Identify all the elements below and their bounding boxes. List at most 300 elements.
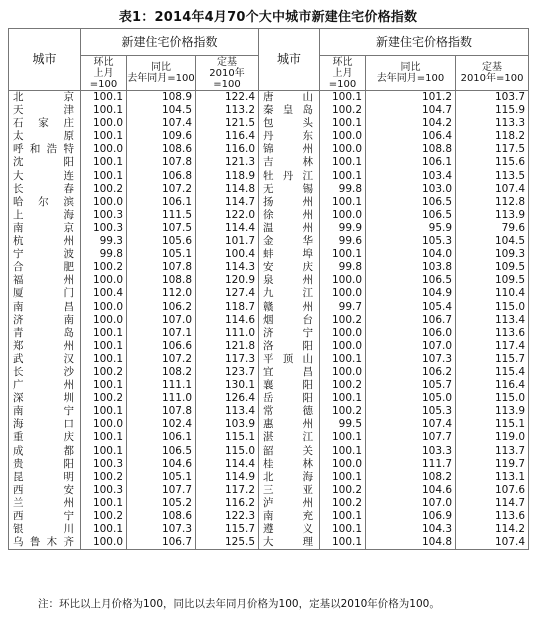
yoy-cell: 105.3 bbox=[366, 405, 456, 418]
footnote: 注：环比以上月价格为100，同比以去年同月价格为100，定基以2010年价格为100。 bbox=[38, 598, 440, 610]
mom-cell: 100.2 bbox=[320, 484, 366, 497]
city-cell: 岳阳 bbox=[259, 392, 320, 405]
yoy-cell: 104.6 bbox=[127, 458, 196, 471]
base-cell: 111.0 bbox=[196, 327, 259, 340]
mom-cell: 100.1 bbox=[320, 196, 366, 209]
table-row bbox=[9, 340, 529, 353]
table-row bbox=[9, 130, 529, 143]
table-row bbox=[9, 458, 529, 471]
city-cell: 锦州 bbox=[259, 143, 320, 156]
yoy-cell: 107.8 bbox=[127, 261, 196, 274]
city-cell: 遵义 bbox=[259, 523, 320, 536]
mom-header-left bbox=[81, 56, 127, 91]
mom-cell: 100.3 bbox=[81, 209, 127, 222]
yoy-cell: 106.5 bbox=[366, 209, 456, 222]
city-cell: 泉州 bbox=[259, 274, 320, 287]
mom-cell: 100.1 bbox=[320, 117, 366, 130]
table-row bbox=[9, 170, 529, 183]
yoy-cell: 106.7 bbox=[366, 314, 456, 327]
table-row bbox=[9, 91, 529, 105]
yoy-header-text: 同比 去年同月=100 bbox=[127, 62, 195, 84]
mom-cell: 100.2 bbox=[320, 497, 366, 510]
mom-cell: 99.3 bbox=[81, 235, 127, 248]
table-row bbox=[9, 196, 529, 209]
yoy-cell: 108.6 bbox=[127, 510, 196, 523]
base-cell: 121.3 bbox=[196, 156, 259, 169]
city-cell: 赣州 bbox=[259, 301, 320, 314]
base-header-text: 定基 2010年=100 bbox=[460, 62, 524, 84]
city-cell: 青岛 bbox=[9, 327, 81, 340]
table-row bbox=[9, 497, 529, 510]
mom-cell: 100.0 bbox=[320, 130, 366, 143]
mom-cell: 100.3 bbox=[81, 484, 127, 497]
yoy-cell: 108.2 bbox=[127, 366, 196, 379]
table-row bbox=[9, 353, 529, 366]
city-cell: 济南 bbox=[9, 314, 81, 327]
mom-cell: 100.1 bbox=[81, 104, 127, 117]
city-cell: 安庆 bbox=[259, 261, 320, 274]
base-cell: 113.6 bbox=[456, 327, 529, 340]
yoy-cell: 104.9 bbox=[366, 287, 456, 300]
mom-cell: 100.2 bbox=[81, 261, 127, 274]
mom-cell: 100.4 bbox=[81, 287, 127, 300]
base-cell: 113.7 bbox=[456, 445, 529, 458]
base-cell: 113.1 bbox=[456, 471, 529, 484]
yoy-cell: 106.2 bbox=[127, 301, 196, 314]
base-cell: 113.5 bbox=[456, 170, 529, 183]
base-cell: 115.7 bbox=[456, 353, 529, 366]
base-cell: 115.1 bbox=[456, 418, 529, 431]
table-title: 表1：2014年4月70个大中城市新建住宅价格指数 bbox=[118, 10, 418, 25]
city-cell: 吉林 bbox=[259, 156, 320, 169]
city-cell: 天津 bbox=[9, 104, 81, 117]
table-row bbox=[9, 222, 529, 235]
base-cell: 117.2 bbox=[196, 484, 259, 497]
base-cell: 107.4 bbox=[456, 536, 529, 550]
city-cell: 洛阳 bbox=[259, 340, 320, 353]
mom-cell: 100.1 bbox=[81, 156, 127, 169]
mom-cell: 100.0 bbox=[81, 314, 127, 327]
mom-cell: 100.1 bbox=[81, 130, 127, 143]
table-row bbox=[9, 327, 529, 340]
mom-cell: 100.1 bbox=[81, 431, 127, 444]
yoy-header-text: 同比 去年同月=100 bbox=[376, 62, 445, 84]
city-cell: 成都 bbox=[9, 445, 81, 458]
mom-cell: 100.1 bbox=[81, 379, 127, 392]
base-cell: 113.3 bbox=[456, 117, 529, 130]
mom-cell: 100.2 bbox=[81, 392, 127, 405]
base-cell: 115.1 bbox=[196, 431, 259, 444]
mom-cell: 100.0 bbox=[320, 209, 366, 222]
city-cell: 济宁 bbox=[259, 327, 320, 340]
base-cell: 120.9 bbox=[196, 274, 259, 287]
mom-cell: 100.2 bbox=[320, 379, 366, 392]
mom-cell: 100.1 bbox=[320, 170, 366, 183]
mom-cell: 100.2 bbox=[81, 366, 127, 379]
yoy-cell: 106.5 bbox=[366, 274, 456, 287]
base-cell: 100.4 bbox=[196, 248, 259, 261]
mom-cell: 100.1 bbox=[320, 91, 366, 105]
base-cell: 110.4 bbox=[456, 287, 529, 300]
base-cell: 112.8 bbox=[456, 196, 529, 209]
yoy-cell: 106.6 bbox=[127, 340, 196, 353]
yoy-cell: 106.9 bbox=[366, 510, 456, 523]
mom-cell: 100.3 bbox=[81, 222, 127, 235]
mom-cell: 100.0 bbox=[320, 327, 366, 340]
yoy-cell: 107.5 bbox=[127, 222, 196, 235]
yoy-cell: 104.8 bbox=[366, 536, 456, 550]
yoy-cell: 101.2 bbox=[366, 91, 456, 105]
yoy-header-right bbox=[366, 56, 456, 91]
mom-cell: 100.1 bbox=[81, 405, 127, 418]
yoy-cell: 105.7 bbox=[366, 379, 456, 392]
yoy-cell: 103.3 bbox=[366, 445, 456, 458]
city-cell: 南充 bbox=[259, 510, 320, 523]
base-cell: 107.4 bbox=[456, 183, 529, 196]
table-row bbox=[9, 156, 529, 169]
base-cell: 123.7 bbox=[196, 366, 259, 379]
yoy-cell: 108.8 bbox=[366, 143, 456, 156]
city-cell: 厦门 bbox=[9, 287, 81, 300]
mom-cell: 100.1 bbox=[81, 445, 127, 458]
yoy-cell: 106.1 bbox=[366, 156, 456, 169]
yoy-cell: 112.0 bbox=[127, 287, 196, 300]
mom-cell: 100.2 bbox=[81, 183, 127, 196]
table-row bbox=[9, 392, 529, 405]
yoy-cell: 107.8 bbox=[127, 156, 196, 169]
city-cell: 大连 bbox=[9, 170, 81, 183]
yoy-cell: 107.0 bbox=[366, 340, 456, 353]
city-cell: 上海 bbox=[9, 209, 81, 222]
mom-cell: 100.2 bbox=[320, 405, 366, 418]
yoy-cell: 107.8 bbox=[127, 405, 196, 418]
mom-cell: 100.2 bbox=[320, 104, 366, 117]
base-cell: 117.5 bbox=[456, 143, 529, 156]
city-cell: 长春 bbox=[9, 183, 81, 196]
base-cell: 114.7 bbox=[456, 497, 529, 510]
base-cell: 114.4 bbox=[196, 222, 259, 235]
city-header-left: 城市 bbox=[9, 29, 81, 91]
mom-cell: 100.1 bbox=[320, 523, 366, 536]
base-cell: 119.7 bbox=[456, 458, 529, 471]
mom-cell: 99.8 bbox=[320, 183, 366, 196]
mom-cell: 100.1 bbox=[81, 327, 127, 340]
city-cell: 秦皇岛 bbox=[259, 104, 320, 117]
yoy-cell: 107.0 bbox=[366, 497, 456, 510]
mom-cell: 100.1 bbox=[320, 248, 366, 261]
yoy-cell: 104.0 bbox=[366, 248, 456, 261]
mom-cell: 100.1 bbox=[320, 392, 366, 405]
yoy-cell: 106.1 bbox=[127, 431, 196, 444]
table-row bbox=[9, 314, 529, 327]
city-header-right: 城市 bbox=[259, 29, 320, 91]
mom-cell: 100.1 bbox=[320, 471, 366, 484]
yoy-cell: 104.3 bbox=[366, 523, 456, 536]
yoy-cell: 111.1 bbox=[127, 379, 196, 392]
mom-cell: 99.8 bbox=[81, 248, 127, 261]
base-cell: 113.9 bbox=[456, 405, 529, 418]
base-cell: 115.0 bbox=[456, 301, 529, 314]
base-cell: 113.4 bbox=[456, 314, 529, 327]
mom-cell: 100.0 bbox=[320, 458, 366, 471]
base-cell: 116.2 bbox=[196, 497, 259, 510]
mom-cell: 100.0 bbox=[81, 143, 127, 156]
yoy-cell: 105.6 bbox=[127, 235, 196, 248]
table-row bbox=[9, 209, 529, 222]
city-cell: 徐州 bbox=[259, 209, 320, 222]
city-cell: 海口 bbox=[9, 418, 81, 431]
mom-cell: 100.1 bbox=[320, 156, 366, 169]
yoy-cell: 103.4 bbox=[366, 170, 456, 183]
base-cell: 109.3 bbox=[456, 248, 529, 261]
table-row bbox=[9, 248, 529, 261]
city-cell: 长沙 bbox=[9, 366, 81, 379]
yoy-cell: 107.2 bbox=[127, 183, 196, 196]
base-cell: 121.5 bbox=[196, 117, 259, 130]
table-row bbox=[9, 117, 529, 130]
table-row bbox=[9, 418, 529, 431]
yoy-cell: 111.7 bbox=[366, 458, 456, 471]
city-cell: 昆明 bbox=[9, 471, 81, 484]
base-cell: 115.9 bbox=[456, 104, 529, 117]
yoy-cell: 104.6 bbox=[366, 484, 456, 497]
base-cell: 113.9 bbox=[456, 209, 529, 222]
city-cell: 南昌 bbox=[9, 301, 81, 314]
base-cell: 116.4 bbox=[456, 379, 529, 392]
yoy-cell: 108.6 bbox=[127, 143, 196, 156]
city-cell: 金华 bbox=[259, 235, 320, 248]
base-cell: 117.3 bbox=[196, 353, 259, 366]
table-row bbox=[9, 523, 529, 536]
mom-cell: 100.1 bbox=[320, 536, 366, 550]
base-cell: 114.7 bbox=[196, 196, 259, 209]
base-cell: 119.0 bbox=[456, 431, 529, 444]
city-cell: 三亚 bbox=[259, 484, 320, 497]
yoy-cell: 107.3 bbox=[127, 523, 196, 536]
base-cell: 115.7 bbox=[196, 523, 259, 536]
mom-cell: 100.1 bbox=[81, 497, 127, 510]
yoy-cell: 107.2 bbox=[127, 353, 196, 366]
table-row bbox=[9, 235, 529, 248]
table-row bbox=[9, 405, 529, 418]
mom-cell: 100.3 bbox=[81, 458, 127, 471]
base-cell: 114.8 bbox=[196, 183, 259, 196]
mom-cell: 100.1 bbox=[320, 445, 366, 458]
mom-cell: 99.5 bbox=[320, 418, 366, 431]
mom-cell: 100.0 bbox=[81, 274, 127, 287]
base-cell: 103.7 bbox=[456, 91, 529, 105]
table-row bbox=[9, 379, 529, 392]
index-group-header-right: 新建住宅价格指数 bbox=[320, 29, 529, 56]
city-cell: 乌鲁木齐 bbox=[9, 536, 81, 550]
yoy-cell: 102.4 bbox=[127, 418, 196, 431]
yoy-cell: 106.7 bbox=[127, 536, 196, 550]
mom-header-right bbox=[320, 56, 366, 91]
yoy-cell: 107.0 bbox=[127, 314, 196, 327]
mom-cell: 100.0 bbox=[320, 366, 366, 379]
city-cell: 北京 bbox=[9, 91, 81, 105]
yoy-cell: 105.1 bbox=[127, 471, 196, 484]
city-cell: 深圳 bbox=[9, 392, 81, 405]
mom-cell: 100.1 bbox=[81, 523, 127, 536]
city-cell: 无锡 bbox=[259, 183, 320, 196]
city-cell: 惠州 bbox=[259, 418, 320, 431]
mom-cell: 100.2 bbox=[320, 314, 366, 327]
city-cell: 襄阳 bbox=[259, 379, 320, 392]
base-cell: 109.5 bbox=[456, 261, 529, 274]
base-cell: 122.4 bbox=[196, 91, 259, 105]
base-cell: 116.0 bbox=[196, 143, 259, 156]
table-row bbox=[9, 104, 529, 117]
city-cell: 贵阳 bbox=[9, 458, 81, 471]
mom-cell: 100.1 bbox=[81, 91, 127, 105]
base-cell: 79.6 bbox=[456, 222, 529, 235]
city-cell: 郑州 bbox=[9, 340, 81, 353]
base-cell: 118.2 bbox=[456, 130, 529, 143]
base-cell: 115.4 bbox=[456, 366, 529, 379]
city-cell: 包头 bbox=[259, 117, 320, 130]
city-cell: 宁波 bbox=[9, 248, 81, 261]
city-cell: 宜昌 bbox=[259, 366, 320, 379]
mom-cell: 100.1 bbox=[81, 340, 127, 353]
yoy-cell: 111.0 bbox=[127, 392, 196, 405]
mom-cell: 100.0 bbox=[320, 143, 366, 156]
city-cell: 福州 bbox=[9, 274, 81, 287]
table-row bbox=[9, 431, 529, 444]
city-cell: 太原 bbox=[9, 130, 81, 143]
base-cell: 109.5 bbox=[456, 274, 529, 287]
city-cell: 南宁 bbox=[9, 405, 81, 418]
table-row bbox=[9, 484, 529, 497]
yoy-cell: 108.9 bbox=[127, 91, 196, 105]
table-row bbox=[9, 366, 529, 379]
mom-cell: 100.0 bbox=[320, 274, 366, 287]
mom-cell: 100.2 bbox=[81, 510, 127, 523]
yoy-cell: 104.7 bbox=[366, 104, 456, 117]
yoy-cell: 105.1 bbox=[127, 248, 196, 261]
yoy-cell: 106.2 bbox=[366, 366, 456, 379]
city-cell: 石家庄 bbox=[9, 117, 81, 130]
base-cell: 118.9 bbox=[196, 170, 259, 183]
city-cell: 牡丹江 bbox=[259, 170, 320, 183]
mom-cell: 100.0 bbox=[320, 287, 366, 300]
city-cell: 平顶山 bbox=[259, 353, 320, 366]
mom-header-text: 环比 上月=100 bbox=[89, 56, 118, 90]
city-cell: 南京 bbox=[9, 222, 81, 235]
city-cell: 唐山 bbox=[259, 91, 320, 105]
base-cell: 118.7 bbox=[196, 301, 259, 314]
yoy-cell: 107.4 bbox=[127, 117, 196, 130]
city-cell: 泸州 bbox=[259, 497, 320, 510]
yoy-cell: 107.4 bbox=[366, 418, 456, 431]
table-row bbox=[9, 274, 529, 287]
yoy-cell: 107.1 bbox=[127, 327, 196, 340]
city-cell: 大理 bbox=[259, 536, 320, 550]
yoy-cell: 105.4 bbox=[366, 301, 456, 314]
city-cell: 温州 bbox=[259, 222, 320, 235]
table-row bbox=[9, 261, 529, 274]
mom-header-text: 环比 上月=100 bbox=[328, 56, 357, 90]
city-cell: 西安 bbox=[9, 484, 81, 497]
city-cell: 蚌埠 bbox=[259, 248, 320, 261]
yoy-cell: 107.3 bbox=[366, 353, 456, 366]
base-cell: 127.4 bbox=[196, 287, 259, 300]
yoy-cell: 106.5 bbox=[366, 196, 456, 209]
base-header-left bbox=[196, 56, 259, 91]
base-cell: 115.0 bbox=[196, 445, 259, 458]
city-cell: 丹东 bbox=[259, 130, 320, 143]
yoy-cell: 105.2 bbox=[127, 497, 196, 510]
city-cell: 西宁 bbox=[9, 510, 81, 523]
table-body bbox=[9, 91, 529, 550]
base-cell: 125.5 bbox=[196, 536, 259, 550]
mom-cell: 99.7 bbox=[320, 301, 366, 314]
yoy-cell: 103.8 bbox=[366, 261, 456, 274]
yoy-cell: 107.7 bbox=[366, 431, 456, 444]
city-cell: 常德 bbox=[259, 405, 320, 418]
base-cell: 130.1 bbox=[196, 379, 259, 392]
mom-cell: 99.8 bbox=[320, 261, 366, 274]
mom-cell: 100.0 bbox=[81, 418, 127, 431]
yoy-cell: 108.2 bbox=[366, 471, 456, 484]
base-cell: 114.6 bbox=[196, 314, 259, 327]
mom-cell: 100.0 bbox=[81, 536, 127, 550]
city-cell: 哈尔滨 bbox=[9, 196, 81, 209]
base-cell: 113.6 bbox=[456, 510, 529, 523]
city-cell: 呼和浩特 bbox=[9, 143, 81, 156]
yoy-cell: 107.7 bbox=[127, 484, 196, 497]
yoy-cell: 108.8 bbox=[127, 274, 196, 287]
city-cell: 烟台 bbox=[259, 314, 320, 327]
yoy-cell: 111.5 bbox=[127, 209, 196, 222]
city-cell: 北海 bbox=[259, 471, 320, 484]
base-cell: 103.9 bbox=[196, 418, 259, 431]
base-cell: 115.6 bbox=[456, 156, 529, 169]
mom-cell: 100.2 bbox=[81, 471, 127, 484]
city-cell: 银川 bbox=[9, 523, 81, 536]
base-cell: 113.2 bbox=[196, 104, 259, 117]
city-cell: 桂林 bbox=[259, 458, 320, 471]
base-cell: 114.3 bbox=[196, 261, 259, 274]
yoy-cell: 105.0 bbox=[366, 392, 456, 405]
yoy-cell: 95.9 bbox=[366, 222, 456, 235]
city-cell: 九江 bbox=[259, 287, 320, 300]
base-header-text: 定基 2010年=100 bbox=[209, 56, 245, 90]
table-row bbox=[9, 471, 529, 484]
mom-cell: 100.1 bbox=[320, 510, 366, 523]
city-cell: 重庆 bbox=[9, 431, 81, 444]
yoy-cell: 103.0 bbox=[366, 183, 456, 196]
table-row bbox=[9, 287, 529, 300]
city-cell: 合肥 bbox=[9, 261, 81, 274]
mom-cell: 100.0 bbox=[81, 117, 127, 130]
yoy-cell: 104.5 bbox=[127, 104, 196, 117]
yoy-header-left bbox=[127, 56, 196, 91]
city-cell: 扬州 bbox=[259, 196, 320, 209]
yoy-cell: 106.5 bbox=[127, 445, 196, 458]
mom-cell: 100.0 bbox=[81, 301, 127, 314]
base-cell: 101.7 bbox=[196, 235, 259, 248]
city-cell: 兰州 bbox=[9, 497, 81, 510]
table-row bbox=[9, 301, 529, 314]
mom-cell: 100.0 bbox=[320, 340, 366, 353]
table-row bbox=[9, 183, 529, 196]
yoy-cell: 106.0 bbox=[366, 327, 456, 340]
base-cell: 104.5 bbox=[456, 235, 529, 248]
table-row bbox=[9, 536, 529, 550]
mom-cell: 100.1 bbox=[81, 170, 127, 183]
base-cell: 122.3 bbox=[196, 510, 259, 523]
